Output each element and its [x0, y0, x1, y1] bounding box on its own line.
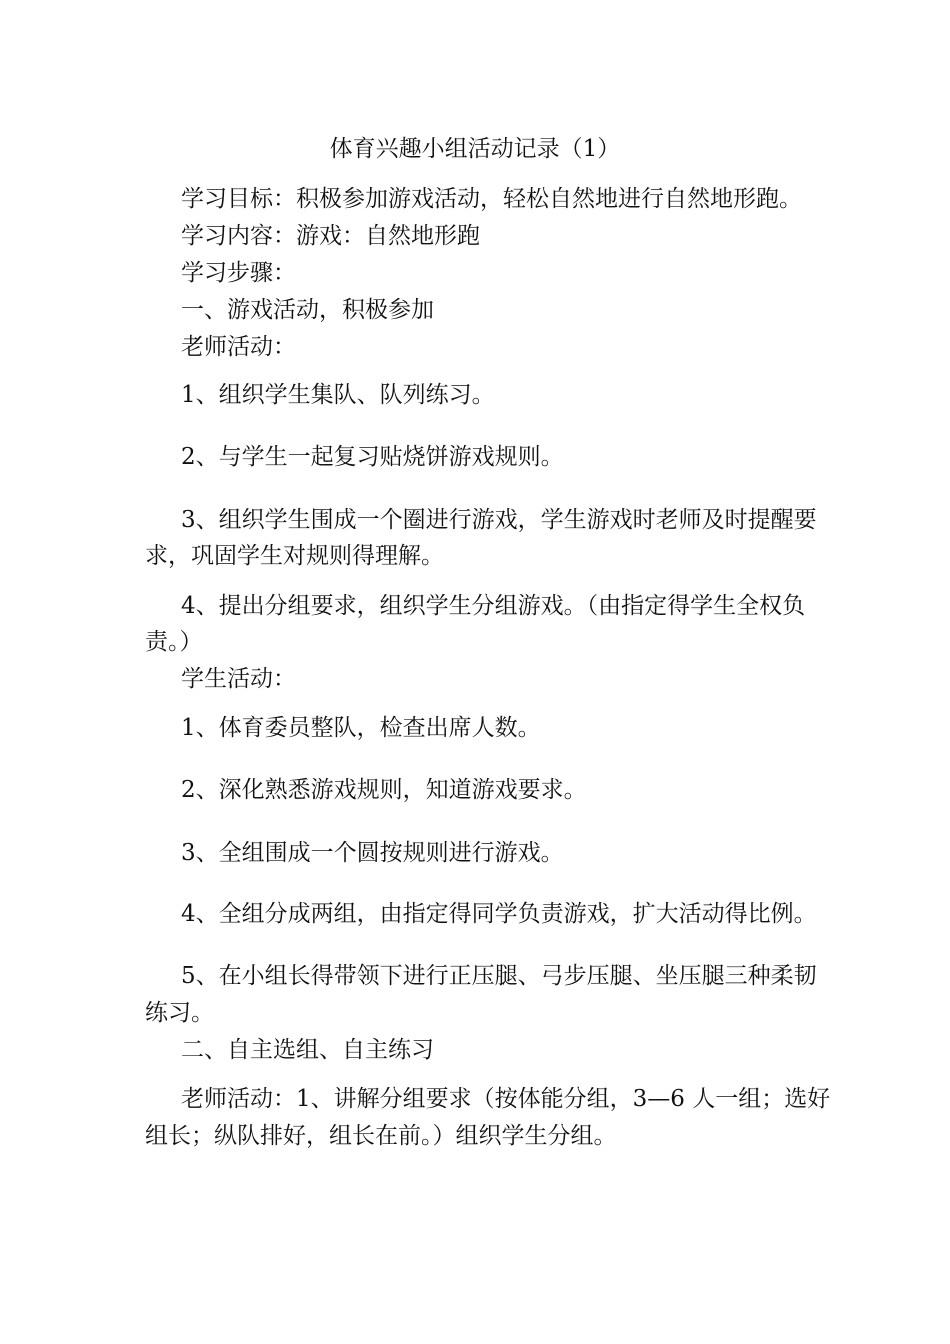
student-item-5: 5、在小组长得带领下进行正压腿、弓步压腿、坐压腿三种柔韧 — [181, 963, 817, 989]
learning-goal: 学习目标：积极参加游戏活动，轻松自然地进行自然地形跑。 — [181, 186, 802, 212]
teacher-activity-heading: 老师活动： — [181, 334, 296, 360]
teacher-item-4-continued: 责。） — [145, 629, 203, 655]
teacher-item-3: 3、组织学生围成一个圈进行游戏，学生游戏时老师及时提醒要 — [181, 507, 817, 533]
teacher-item-4: 4、提出分组要求，组织学生分组游戏。（由指定得学生全权负 — [181, 593, 806, 619]
student-item-5-continued: 练习。 — [145, 1000, 214, 1026]
steps-heading: 学习步骤： — [181, 260, 296, 286]
section-1-heading: 一、游戏活动，积极参加 — [181, 297, 434, 323]
teacher-item-2: 2、与学生一起复习贴烧饼游戏规则。 — [181, 444, 564, 470]
student-item-4: 4、全组分成两组，由指定得同学负责游戏，扩大活动得比例。 — [181, 901, 817, 927]
student-item-2: 2、深化熟悉游戏规则，知道游戏要求。 — [181, 777, 587, 803]
document-title: 体育兴趣小组活动记录（1） — [329, 136, 621, 162]
student-item-1: 1、体育委员整队，检查出席人数。 — [181, 715, 541, 741]
section-2-teacher-line-continued: 组长；纵队排好，组长在前。）组织学生分组。 — [145, 1123, 617, 1149]
teacher-item-1: 1、组织学生集队、队列练习。 — [181, 382, 495, 408]
teacher-item-3-continued: 求，巩固学生对规则得理解。 — [145, 543, 444, 569]
student-activity-heading: 学生活动： — [181, 666, 296, 692]
student-item-3: 3、全组围成一个圆按规则进行游戏。 — [181, 840, 564, 866]
learning-content: 学习内容：游戏：自然地形跑 — [181, 223, 480, 249]
section-2-heading: 二、自主选组、自主练习 — [181, 1037, 434, 1063]
section-2-teacher-line: 老师活动：1、讲解分组要求（按体能分组，3—6 人一组；选好 — [181, 1086, 831, 1112]
